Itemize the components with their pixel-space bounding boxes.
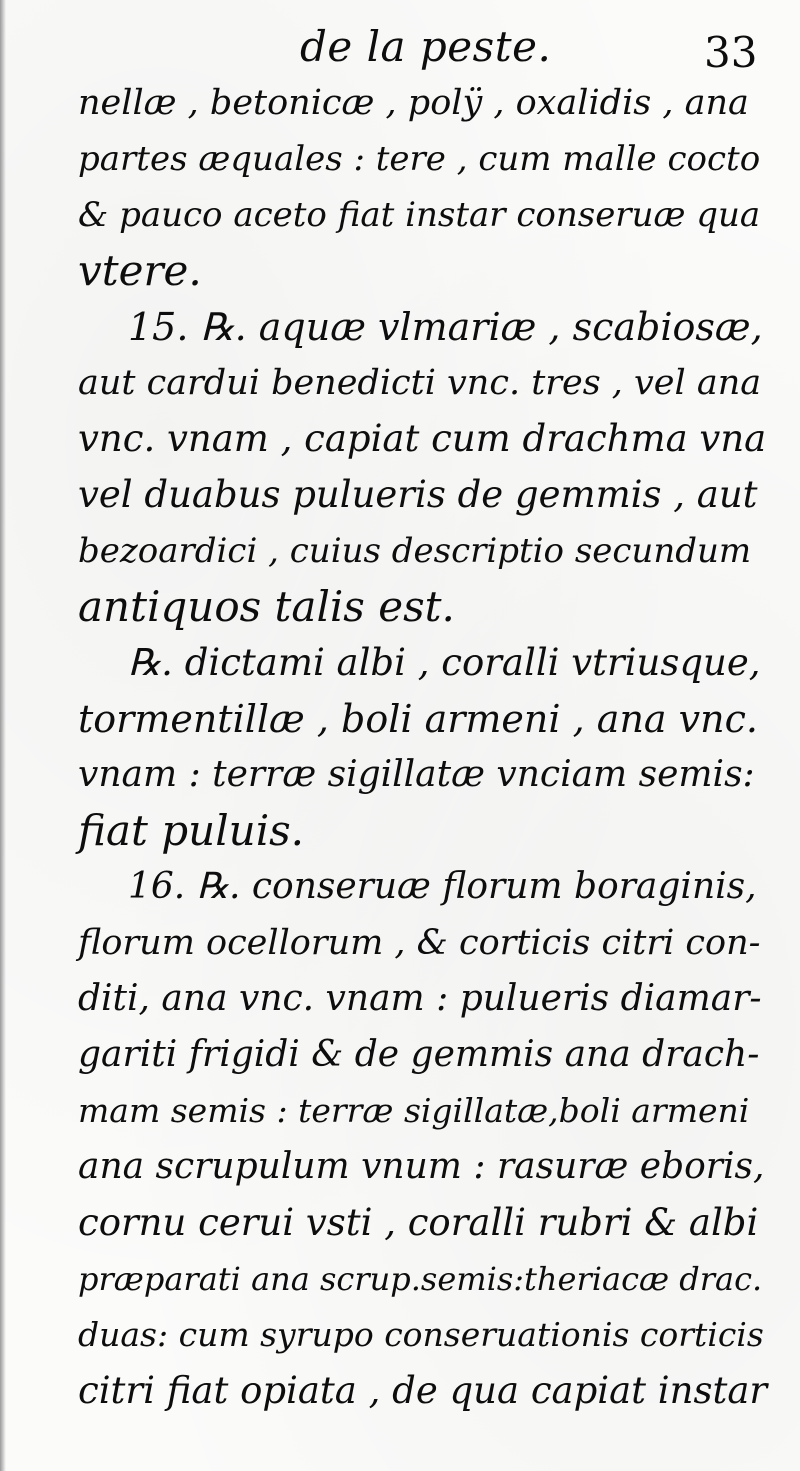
text-line: præparati ana scrup.semis:theriacæ drac. xyxy=(78,1260,763,1298)
text-line: cornu cerui vsti , coralli rubri & albi xyxy=(78,1201,759,1244)
text-line: bezoardici , cuius descriptio secundum xyxy=(78,531,752,571)
text-line: vnam : terræ sigillatæ vnciam semis: xyxy=(78,754,755,795)
text-line: ℞. dictami albi , coralli vtriusque, xyxy=(128,641,761,684)
text-line: 15. ℞. aquæ vlmariæ , scabiosæ, xyxy=(128,305,763,349)
text-line: duas: cum syrupo conseruationis corticis xyxy=(78,1315,764,1354)
text-line: diti, ana vnc. vnam : pulueris diamar- xyxy=(78,978,762,1019)
text-line: vnc. vnam , capiat cum drachma vna xyxy=(78,417,767,460)
text-line: ana scrupulum vnum : rasuræ eboris, xyxy=(78,1146,765,1187)
text-line: nellæ , betonicæ , polÿ , oxalidis , ana xyxy=(78,83,749,123)
text-line: fiat puluis. xyxy=(78,806,305,855)
text-line: citri fiat opiata , de qua capiat instar xyxy=(78,1369,768,1412)
text-line: tormentillæ , boli armeni , ana vnc. xyxy=(78,697,758,741)
text-line: mam semis : terræ sigillatæ,boli armeni xyxy=(78,1091,750,1130)
running-title: de la peste. xyxy=(300,22,552,71)
text-line: & pauco aceto fiat instar conseruæ qua xyxy=(78,195,761,235)
text-line: partes æquales : tere , cum malle cocto xyxy=(78,139,761,179)
text-line: vtere. xyxy=(78,246,202,295)
text-line: florum ocellorum , & corticis citri con- xyxy=(78,923,761,963)
page-number: 33 xyxy=(704,28,758,77)
text-line: antiquos talis est. xyxy=(78,582,455,631)
text-line: gariti frigidi & de gemmis ana drach- xyxy=(78,1034,760,1075)
text-line: 16. ℞. conseruæ florum boraginis, xyxy=(128,866,757,907)
text-line: aut cardui benedicti vnc. tres , vel ana xyxy=(78,363,762,403)
text-line: vel duabus pulueris de gemmis , aut xyxy=(78,473,758,516)
